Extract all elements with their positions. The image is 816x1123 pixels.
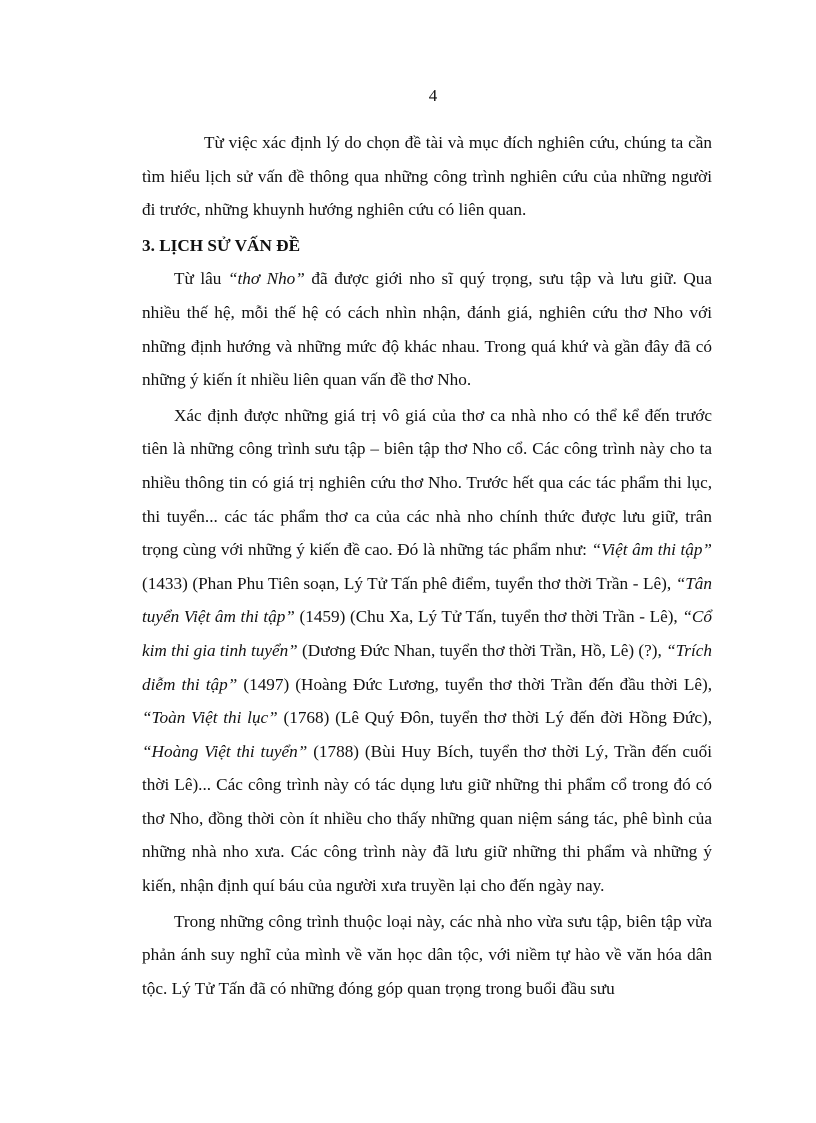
section-heading: 3. LỊCH SỬ VẤN ĐỀ [142,235,301,255]
text-run: (1459) (Chu Xa, Lý Tử Tấn, tuyển thơ thời Trần - Lê), [294,607,683,627]
work-title: “Việt âm thi tập” [591,540,712,560]
work-title: “Tân tuyển Việt âm thi tập” [142,573,712,627]
text-run: (Dương Đức Nhan, tuyển thơ thời Trần, Hồ, Lê) (?), [297,640,667,660]
paragraph-history-1 [142,262,712,396]
work-title: “Cổ kim thi gia tinh tuyển” [142,607,712,660]
text-run: Từ lâu [174,269,228,289]
document-body [142,126,712,1005]
work-title: “Trích diễm thi tập” [142,640,712,694]
work-title: “Toàn Việt thi lục” [142,708,278,728]
paragraph-history-2 [142,399,712,903]
italic-term: “thơ Nho” [227,269,305,289]
text-run: Xác định được những giá trị vô giá của thơ ca nhà nho có thể kể đến trước tiên là những công trình sưu tập – biên tập thơ Nho cổ. Các công trình này cho ta nhiều thông tin có giá trị nghiên cứu thơ Nho. Trước hết qua các tác phẩm thi lục, thi tuyển... các tác phẩm thơ ca của các nhà nho chính thức được lưu giữ, trân trọng cùng với những ý kiến đề cao. Đó là những tác phẩm như: [142,405,712,560]
paragraph-history-3: Trong những công trình thuộc loại này, các nhà nho vừa sưu tập, biên tập vừa phản ánh suy nghĩ của mình về văn học dân tộc, với niềm tự hào về văn hóa dân tộc. Lý Tử Tấn đã có những đóng góp quan trọng trong buổi đầu sưu [142,911,712,998]
work-title: “Hoàng Việt thi tuyển” [142,741,308,761]
text-run: (1768) (Lê Quý Đôn, tuyển thơ thời Lý đến đời Hồng Đức), [277,708,712,728]
text-run: (1433) (Phan Phu Tiên soạn, Lý Tử Tấn phê điểm, tuyển thơ thời Trần - Lê), [142,573,676,593]
text-run: (1497) (Hoàng Đức Lương, tuyển thơ thời Trần đến đầu thời Lê), [237,674,713,694]
page-number: 4 [428,86,438,105]
text-run: đã được giới nho sĩ quý trọng, sưu tập và lưu giữ. Qua nhiều thế hệ, mỗi thế hệ có cách nhìn nhận, đánh giá, nghiên cứu thơ Nho với những định hướng và những mức độ khác nhau. Trong quá khứ và gần đây đã có những ý kiến ít nhiều liên quan vấn đề thơ Nho. [142,269,713,390]
intro-paragraph: Từ việc xác định lý do chọn đề tài và mục đích nghiên cứu, chúng ta cần tìm hiểu lịch sử vấn đề thông qua những công trình nghiên cứu của những người đi trước, những khuynh hướng nghiên cứu có liên quan. [142,133,712,220]
text-run: (1788) (Bùi Huy Bích, tuyển thơ thời Lý, Trần đến cuối thời Lê)... Các công trình này có tác dụng lưu giữ những thi phẩm cổ trong đó có thơ Nho, đồng thời còn ít nhiều cho thấy những quan niệm sáng tác, phê bình của những nhà nho xưa. Các công trình này đã lưu giữ những thi phẩm và những ý kiến, nhận định quí báu của người xưa truyền lại cho đến ngày nay. [142,741,712,896]
